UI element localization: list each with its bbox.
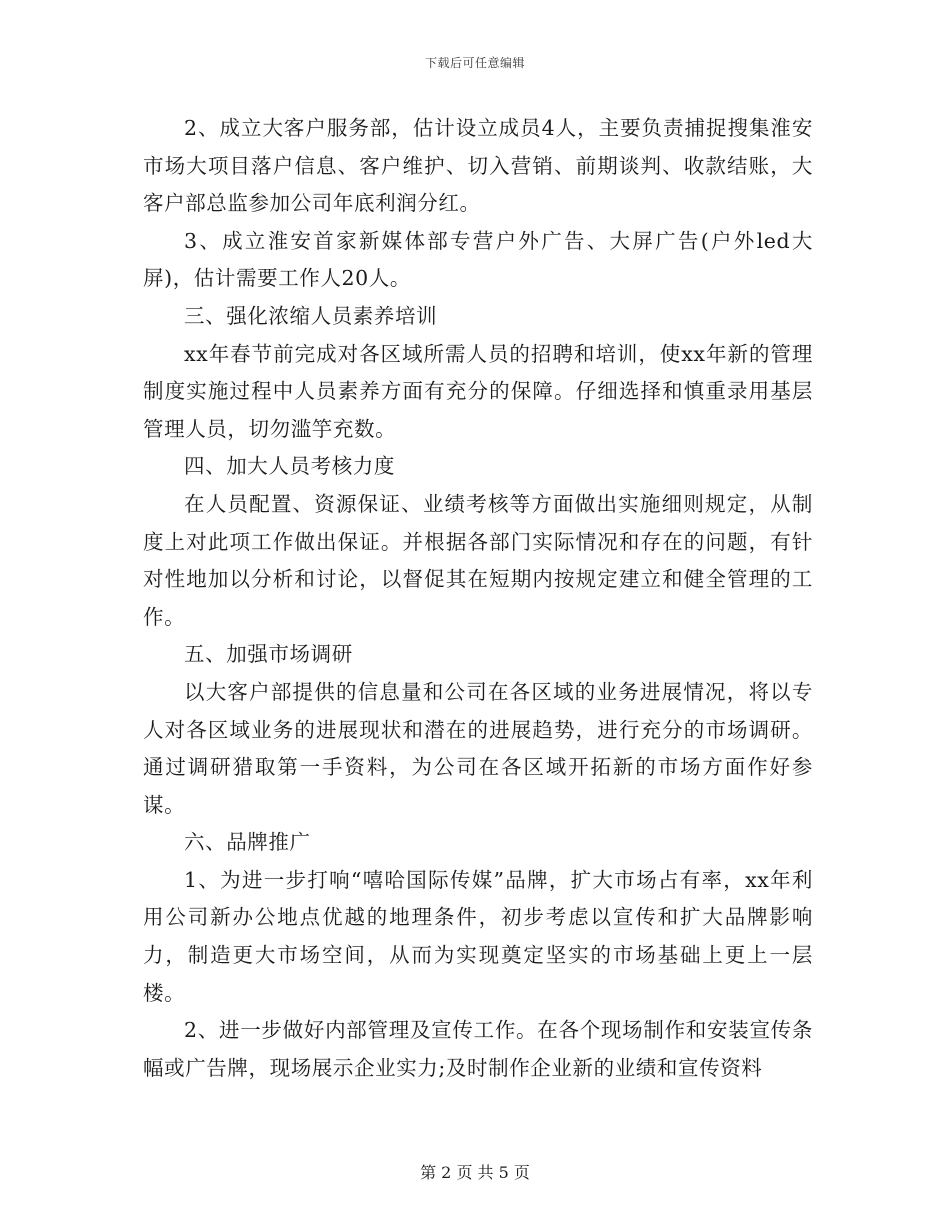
page-header: 下载后可任意编辑 — [424, 56, 525, 70]
paragraph-1: 2、成立大客户服务部，估计设立成员4人，主要负责捕捉搜集淮安市场大项目落户信息、客户维护、切入营销、前期谈判、收款结账，大客户部总监参加公司年底利润分红。 — [143, 116, 813, 216]
paragraph-7: 2、进一步做好内部管理及宣传工作。在各个现场制作和安装宣传条幅或广告牌，现场展示企业实力;及时制作企业新的业绩和宣传资料 — [143, 1018, 813, 1080]
paragraph-2: 3、成立淮安首家新媒体部专营户外广告、大屏广告(户外led大屏)，估计需要工作人20人。 — [143, 228, 813, 291]
section-heading-4: 四、加大人员考核力度 — [184, 454, 395, 479]
paragraph-5: 以大客户部提供的信息量和公司在各区域的业务进展情况，将以专人对各区域业务的进展现状和潜在的进展趋势，进行充分的市场调研。通过调研猎取第一手资料，为公司在各区域开拓新的市场方面作好参谋。 — [143, 679, 813, 817]
document-body — [143, 110, 813, 1087]
section-heading-3: 三、强化浓缩人员素养培训 — [184, 303, 438, 328]
paragraph-3: xx年春节前完成对各区域所需人员的招聘和培训，使xx年新的管理制度实施过程中人员素养方面有充分的保障。仔细选择和慎重录用基层管理人员，切勿滥竽充数。 — [143, 341, 813, 441]
paragraph-4: 在人员配置、资源保证、业绩考核等方面做出实施细则规定，从制度上对此项工作做出保证。并根据各部门实际情况和存在的问题，有针对性地加以分析和讨论，以督促其在短期内按规定建立和健全管理的工作。 — [143, 491, 813, 629]
section-heading-5: 五、加强市场调研 — [184, 642, 353, 667]
section-heading-6: 六、品牌推广 — [184, 830, 311, 855]
page-number-footer: 第 2 页 共 5 页 — [420, 1163, 530, 1182]
paragraph-6: 1、为进一步打响“嘻哈国际传媒”品牌，扩大市场占有率，xx年利用公司新办公地点优越的地理条件，初步考虑以宣传和扩大品牌影响力，制造更大市场空间，从而为实现奠定坚实的市场基础上更上一层楼。 — [143, 867, 813, 1005]
